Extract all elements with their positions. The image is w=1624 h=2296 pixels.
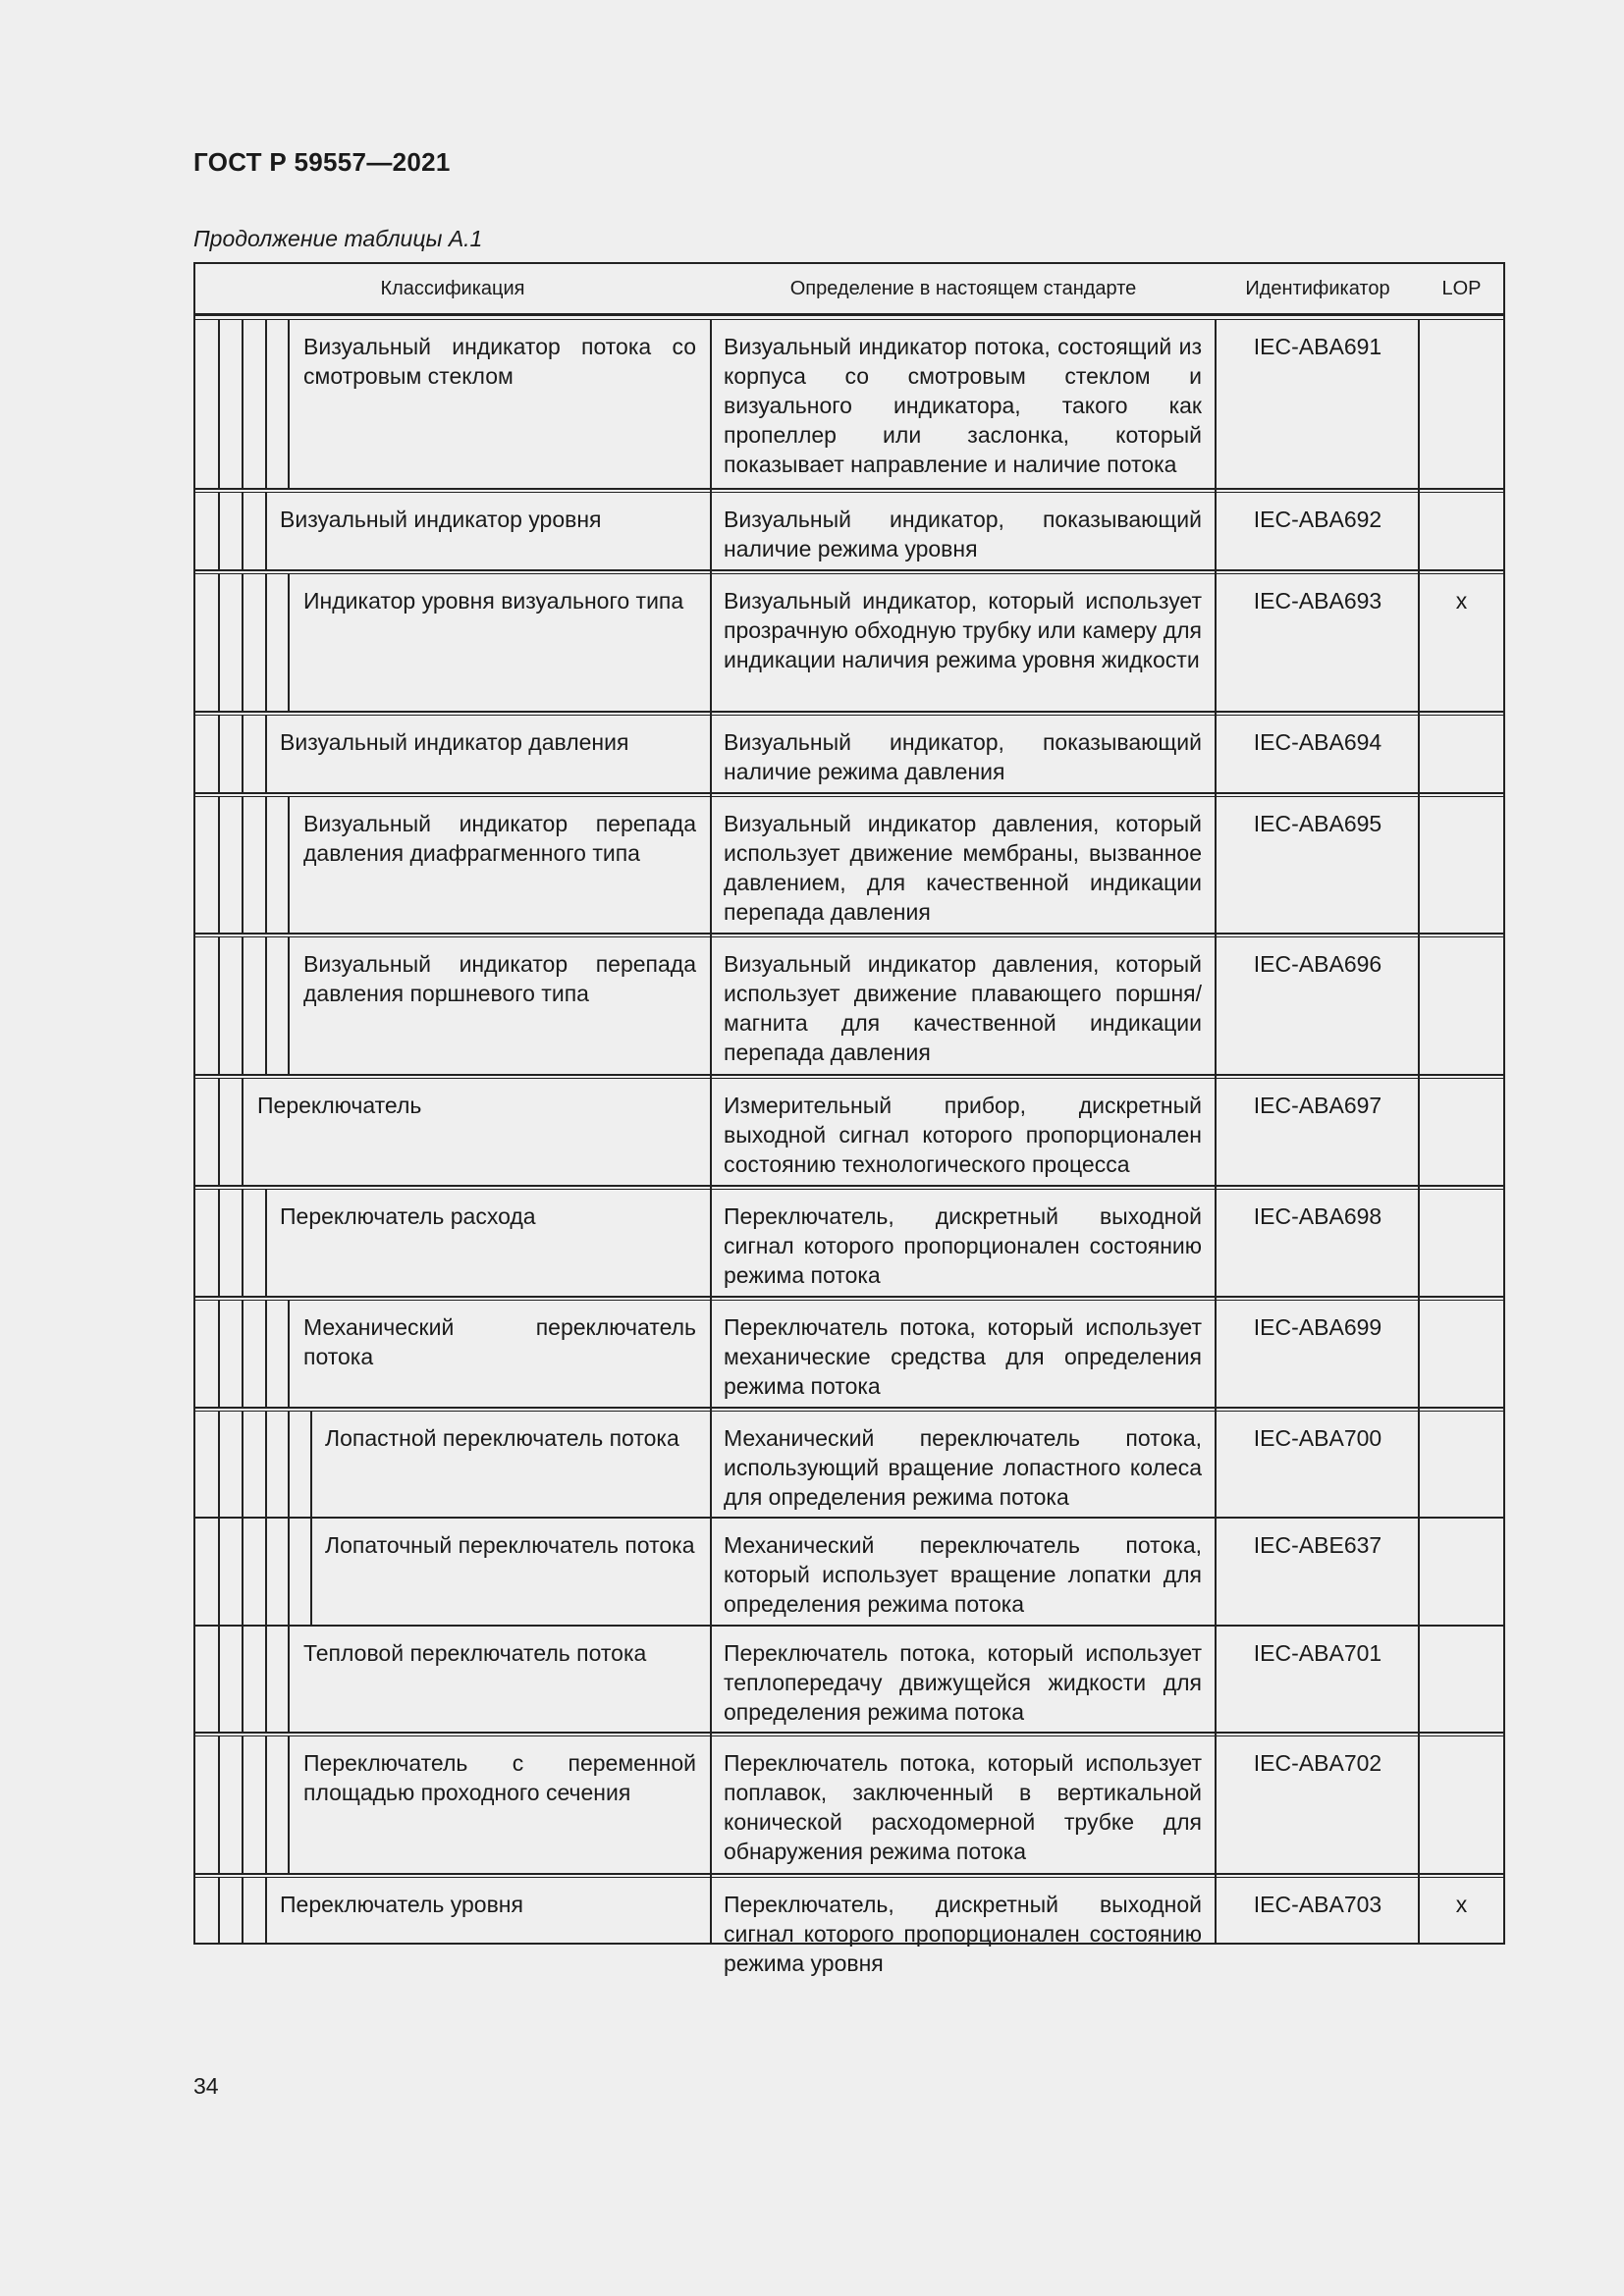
- row-definition: Механический переключатель потока, который использует вращение лопатки для определения режима потока: [724, 1532, 1202, 1617]
- table-row: [195, 493, 1503, 571]
- row-definition: Визуальный индикатор давления, который использует движение мембраны, вызванное давлением, для качественной индикации перепада давления: [724, 811, 1202, 925]
- row-identifier: IEC-ABA697: [1253, 1093, 1382, 1118]
- row-definition: Механический переключатель потока, использующий вращение лопастного колеса для определения режима потока: [724, 1425, 1202, 1510]
- table-row: [195, 797, 1503, 934]
- table-row: [195, 1079, 1503, 1187]
- row-definition: Измерительный прибор, дискретный выходной сигнал которого пропорционален состоянию технологического процесса: [724, 1093, 1202, 1177]
- row-identifier: IEC-ABA700: [1253, 1425, 1382, 1451]
- row-lop: [1420, 320, 1503, 488]
- row-lop: [1420, 1079, 1503, 1185]
- row-classification: Визуальный индикатор перепада давления поршневого типа: [303, 951, 696, 1006]
- header-lop: LOP: [1441, 277, 1482, 299]
- row-definition: Переключатель, дискретный выходной сигнал которого пропорционален состоянию режима потока: [724, 1203, 1202, 1288]
- row-definition: Визуальный индикатор, который использует прозрачную обходную трубку или камеру для индикации наличия режима уровня жидкости: [724, 588, 1202, 672]
- table-row: [195, 1878, 1503, 1976]
- row-definition: Переключатель потока, который использует теплопередачу движущейся жидкости для определения режима потока: [724, 1640, 1202, 1725]
- header-definition: Определение в настоящем стандарте: [789, 277, 1137, 299]
- table-row: [195, 1627, 1503, 1734]
- row-identifier: IEC-ABE637: [1253, 1532, 1382, 1558]
- row-classification: Визуальный индикатор перепада давления диафрагменного типа: [303, 811, 696, 866]
- row-identifier: IEC-ABA696: [1253, 951, 1382, 977]
- table-row: [195, 1190, 1503, 1298]
- row-definition: Переключатель, дискретный выходной сигнал которого пропорционален состоянию режима уровня: [724, 1892, 1202, 1976]
- row-identifier: IEC-ABA701: [1253, 1640, 1382, 1666]
- row-identifier: IEC-ABA695: [1253, 811, 1382, 836]
- row-lop: [1420, 1519, 1503, 1625]
- table-row: [195, 1519, 1503, 1627]
- row-classification: Тепловой переключатель потока: [303, 1640, 647, 1666]
- table-caption: Продолжение таблицы А.1: [193, 226, 483, 251]
- row-lop: x: [1455, 588, 1468, 614]
- row-classification: Переключатель уровня: [280, 1892, 523, 1917]
- row-classification: Переключатель с переменной площадью проходного сечения: [303, 1750, 696, 1805]
- row-identifier: IEC-ABA691: [1253, 334, 1382, 359]
- row-definition: Переключатель потока, который использует поплавок, заключенный в вертикальной конической расходомерной трубке для обнаружения режима потока: [724, 1750, 1202, 1864]
- table-row: [195, 716, 1503, 794]
- row-definition: Визуальный индикатор потока, состоящий из корпуса со смотровым стеклом и визуального индикатора, такого как пропеллер или заслонка, который показывает направление и наличие потока: [724, 334, 1202, 477]
- row-classification: Механический переключатель потока: [303, 1314, 696, 1369]
- row-classification: Индикатор уровня визуального типа: [303, 588, 684, 614]
- table-row: [195, 1301, 1503, 1409]
- row-identifier: IEC-ABA692: [1253, 507, 1382, 532]
- table-row: [195, 574, 1503, 713]
- table-header: [195, 264, 1503, 315]
- page-number: 34: [193, 2073, 219, 2099]
- table-row: [195, 320, 1503, 490]
- row-classification: Лопаточный переключатель потока: [325, 1532, 695, 1558]
- row-identifier: IEC-ABA702: [1253, 1750, 1382, 1776]
- row-classification: Лопастной переключатель потока: [325, 1425, 679, 1451]
- row-classification: Переключатель: [257, 1093, 422, 1118]
- row-identifier: IEC-ABA699: [1253, 1314, 1382, 1340]
- row-lop: [1420, 1190, 1503, 1296]
- header-identifier: Идентификатор: [1245, 277, 1390, 299]
- document-title: ГОСТ Р 59557—2021: [193, 147, 451, 177]
- header-classification: Классификация: [380, 277, 525, 299]
- row-lop: [1420, 1736, 1503, 1873]
- row-identifier: IEC-ABA694: [1253, 729, 1382, 755]
- row-identifier: IEC-ABA703: [1253, 1892, 1382, 1917]
- row-lop: [1420, 937, 1503, 1074]
- row-definition: Визуальный индикатор, показывающий наличие режима уровня: [724, 507, 1202, 561]
- row-classification: Переключатель расхода: [280, 1203, 536, 1229]
- row-identifier: IEC-ABA693: [1253, 588, 1382, 614]
- row-classification: Визуальный индикатор уровня: [280, 507, 602, 532]
- classification-table: [193, 262, 1505, 1976]
- row-definition: Визуальный индикатор, показывающий наличие режима давления: [724, 729, 1202, 784]
- table-body: [195, 320, 1503, 1976]
- row-lop: [1420, 1412, 1503, 1517]
- row-lop: [1420, 493, 1503, 569]
- row-lop: [1420, 716, 1503, 792]
- table-row: [195, 1412, 1503, 1519]
- row-lop: [1420, 797, 1503, 933]
- row-definition: Визуальный индикатор давления, который использует движение плавающего поршня/магнита для качественной индикации перепада давления: [724, 951, 1202, 1065]
- table-row: [195, 937, 1503, 1076]
- row-lop: x: [1455, 1892, 1468, 1917]
- row-lop: [1420, 1627, 1503, 1732]
- row-identifier: IEC-ABA698: [1253, 1203, 1382, 1229]
- row-definition: Переключатель потока, который использует механические средства для определения режима потока: [724, 1314, 1202, 1399]
- table-row: [195, 1736, 1503, 1875]
- row-classification: Визуальный индикатор потока со смотровым стеклом: [303, 334, 696, 389]
- row-lop: [1420, 1301, 1503, 1407]
- row-classification: Визуальный индикатор давления: [280, 729, 629, 755]
